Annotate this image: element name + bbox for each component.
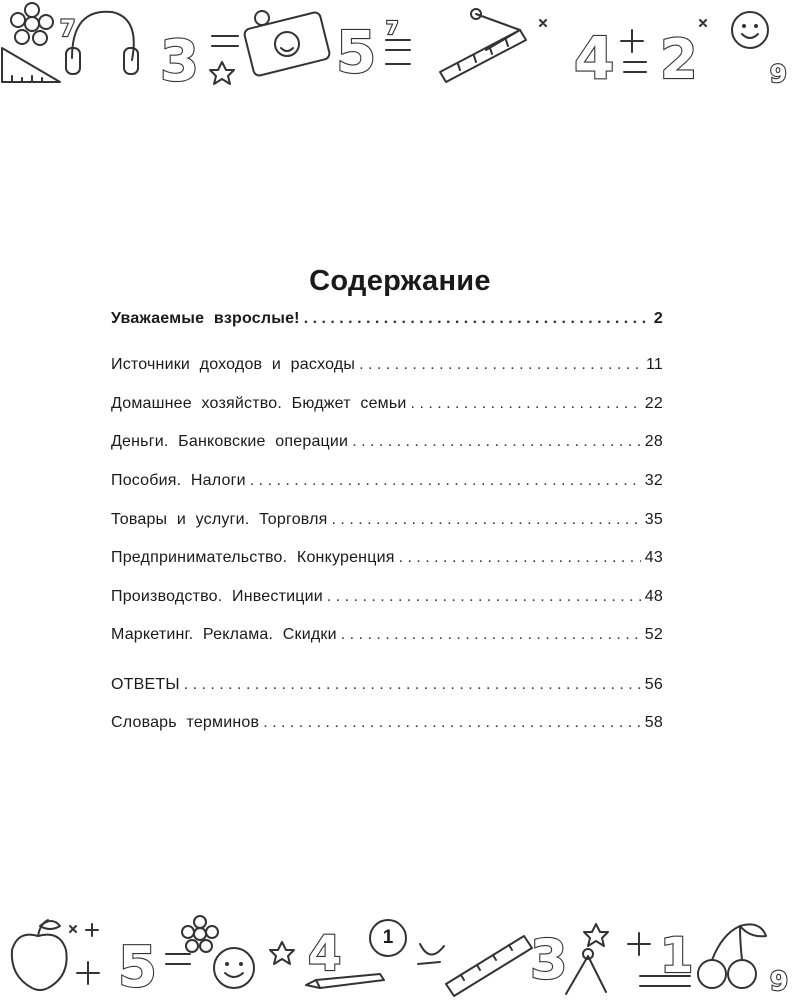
toc-entry-title: Домашнее хозяйство. Бюджет семьи	[111, 395, 407, 412]
deco-glyph-5: 5	[118, 935, 157, 998]
toc-entry-page: 56	[644, 676, 663, 693]
toc-leader-dots	[263, 714, 641, 732]
toc-entry[interactable]	[111, 714, 663, 738]
toc-entry-title: Производство. Инвестиции	[111, 588, 323, 605]
toc-leader-dots	[399, 549, 641, 567]
toc-entry[interactable]	[111, 511, 663, 535]
ruler-icon	[2, 48, 60, 82]
star-icon	[210, 62, 234, 84]
toc-entry-page: 52	[644, 626, 663, 643]
toc-entry-title: ОТВЕТЫ	[111, 676, 180, 693]
toc-entry-title: Пособия. Налоги	[111, 472, 246, 489]
toc-leader-dots	[341, 626, 641, 644]
top-doodles	[0, 0, 800, 92]
toc-leader-dots	[359, 356, 642, 374]
deco-glyph-2: 2	[660, 28, 698, 91]
toc-leader-dots	[250, 472, 641, 490]
toc-entry-page: 43	[644, 549, 663, 566]
ruler-icon	[446, 936, 532, 996]
toc-leader-dots	[411, 395, 641, 413]
toc-entry[interactable]	[111, 676, 663, 700]
toc-leader-dots	[184, 676, 641, 694]
toc-entry-page: 32	[644, 472, 663, 489]
apple-icon	[12, 920, 67, 990]
toc-entry[interactable]	[111, 356, 663, 380]
toc-leader-dots	[332, 511, 641, 529]
toc-entry-title: Словарь терминов	[111, 714, 260, 731]
headphones-icon	[66, 12, 138, 74]
deco-glyph-9: 9	[770, 60, 787, 88]
deco-glyph-5: 5	[336, 18, 377, 86]
toc-entry[interactable]	[111, 626, 663, 650]
toc-leader-dots	[304, 310, 650, 328]
deco-glyph-7b: 7	[386, 18, 399, 39]
toc-entry[interactable]	[111, 310, 663, 334]
toc-entry-title: Товары и услуги. Торговля	[111, 511, 328, 528]
deco-glyph-7: 7	[60, 17, 76, 42]
toc-entry[interactable]	[111, 588, 663, 612]
toc-entry-page: 48	[644, 588, 663, 605]
compass-icon	[440, 9, 526, 82]
flower-icon	[182, 916, 218, 952]
deco-glyph-3: 3	[530, 928, 568, 991]
toc-entry-title: Источники доходов и расходы	[111, 356, 356, 373]
toc-entry-page: 58	[644, 714, 663, 731]
smiley-icon	[732, 12, 768, 48]
toc-leader-dots	[327, 588, 641, 606]
toc-entry[interactable]	[111, 549, 663, 573]
toc-entry-title: Уважаемые взрослые!	[111, 310, 300, 327]
toc-entry[interactable]	[111, 433, 663, 457]
cherry-icon	[698, 924, 766, 988]
toc-entry-title: Деньги. Банковские операции	[111, 433, 349, 450]
top-decorative-border	[0, 0, 800, 92]
toc-leader-dots	[352, 433, 641, 451]
toc-entry-title: Предпринимательство. Конкуренция	[111, 549, 395, 566]
deco-glyph-4: 4	[574, 24, 615, 92]
deco-glyph-4: 4	[308, 926, 342, 982]
star-icon	[584, 924, 608, 946]
toc-entry-page: 28	[644, 433, 663, 450]
toc-entry-page: 35	[644, 511, 663, 528]
page-title: Содержание	[309, 265, 491, 298]
smiley-icon	[214, 948, 254, 988]
toc-entry-page: 2	[653, 310, 663, 327]
toc-entry[interactable]	[111, 395, 663, 419]
toc-entry[interactable]	[111, 472, 663, 496]
deco-glyph-9: 9	[770, 967, 789, 997]
deco-glyph-1: 1	[660, 928, 694, 984]
star-icon	[270, 942, 294, 964]
deco-glyph-3: 3	[160, 29, 199, 92]
flower-icon	[11, 3, 53, 45]
toc-entry-title: Маркетинг. Реклама. Скидки	[111, 626, 337, 643]
compass-icon	[566, 949, 606, 994]
toc-entry-page: 11	[645, 356, 663, 373]
page-number: 1	[369, 919, 407, 957]
toc-entry-page: 22	[644, 395, 663, 412]
